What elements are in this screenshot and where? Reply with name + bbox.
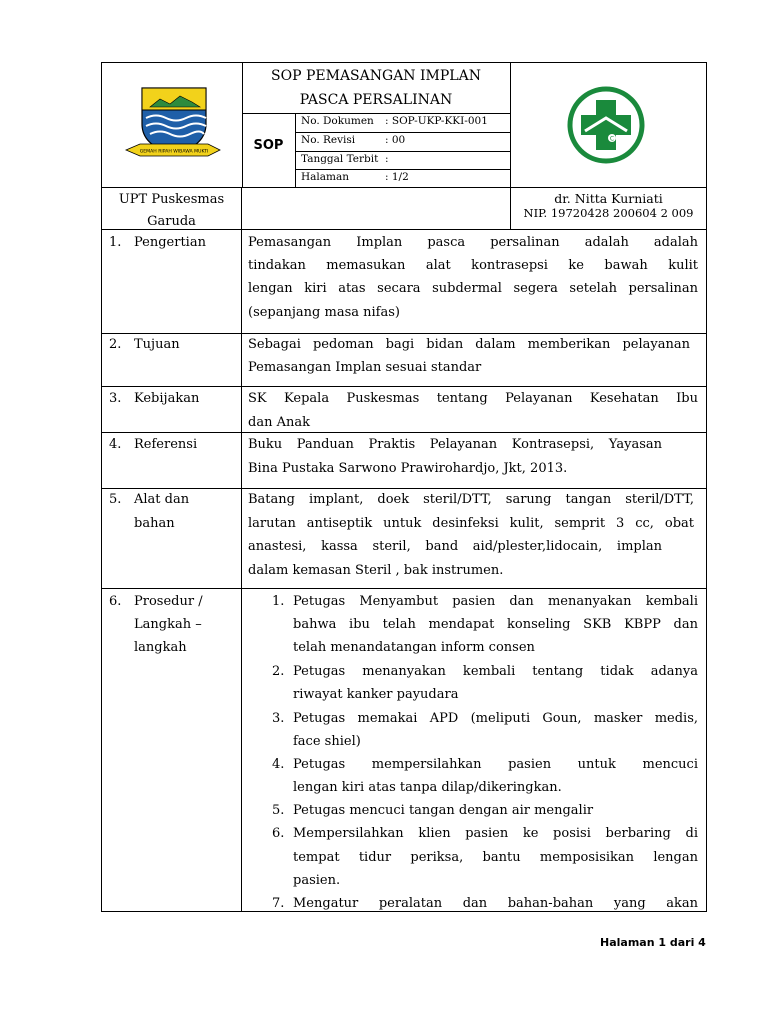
meta-value: : 00	[385, 134, 406, 146]
org-line-1: UPT Puskesmas	[118, 192, 225, 207]
section-text: dalam kemasan Steril , bak instrumen.	[248, 563, 504, 578]
section-text: Pemasangan Implan pasca persalinan adalah adalah	[248, 235, 698, 250]
section-text: lengan kiri atas secara subdermal segera setelah persalinan	[248, 281, 698, 296]
section-label: langkah	[134, 640, 187, 655]
step-text: Petugas mempersilahkan pasien untuk mencuci	[293, 757, 698, 772]
meta-label: No. Revisi	[301, 134, 356, 146]
step-number: 1.	[272, 594, 285, 609]
section-text: anastesi, kassa steril, band aid/plester,lidocain, implan	[248, 539, 662, 554]
section-text: (sepanjang masa nifas)	[248, 305, 400, 320]
step-text: lengan kiri atas tanpa dilap/dikeringkan.	[293, 780, 562, 795]
section-text: tindakan memasukan alat kontrasepsi ke bawah kulit	[248, 258, 698, 273]
step-text: Petugas mencuci tangan dengan air mengalir	[293, 803, 594, 818]
org-name	[101, 189, 242, 233]
meta-label: Tanggal Terbit	[301, 153, 379, 165]
section-number: 3.	[109, 391, 122, 406]
step-text: bahwa ibu telah mendapat konseling SKB KBPP dan	[293, 617, 698, 632]
sop-label: SOP	[253, 138, 284, 153]
section-label: Alat dan	[134, 492, 190, 507]
meta-value: : SOP-UKP-KKI-001	[385, 115, 488, 127]
step-text: Petugas Menyambut pasien dan menanyakan kembali	[293, 594, 698, 609]
step-number: 3.	[272, 711, 285, 726]
section-number: 1.	[109, 235, 122, 250]
puskesmas-logo	[567, 86, 645, 164]
signer-nip: NIP. 19720428 200604 2 009	[523, 206, 694, 220]
title-line-1: SOP PEMASANGAN IMPLAN	[271, 68, 481, 84]
regency-emblem	[120, 80, 224, 164]
step-text: Petugas menanyakan kembali tentang tidak adanya	[293, 664, 698, 679]
section-label: Pengertian	[134, 235, 206, 250]
section-label: Prosedur /	[134, 594, 203, 609]
section-text: SK Kepala Puskesmas tentang Pelayanan Kesehatan Ibu	[248, 391, 698, 406]
logo-mark: C	[609, 135, 615, 143]
step-text: tempat tidur periksa, bantu memposisikan lengan	[293, 850, 698, 865]
section-text: Pemasangan Implan sesuai standar	[248, 360, 482, 375]
section-text: Buku Panduan Praktis Pelayanan Kontrasepsi, Yayasan	[248, 437, 662, 452]
signer	[511, 191, 706, 221]
title-line-2: PASCA PERSALINAN	[299, 92, 453, 108]
meta-label: No. Dokumen	[301, 115, 374, 127]
section-number: 5.	[109, 492, 122, 507]
step-number: 5.	[272, 803, 285, 818]
section-label: Tujuan	[134, 337, 180, 352]
org-line-2: Garuda	[147, 214, 196, 229]
page-footer: Halaman 1 dari 4	[600, 936, 706, 949]
step-text: Mengatur peralatan dan bahan-bahan yang akan	[293, 896, 698, 911]
section-text: Sebagai pedoman bagi bidan dalam memberikan pelayanan	[248, 337, 690, 352]
step-text: Mempersilahkan klien pasien ke posisi berbaring di	[293, 826, 698, 841]
step-text: face shiel)	[293, 734, 361, 749]
step-text: telah menandatangan inform consen	[293, 640, 535, 655]
section-label: Langkah –	[134, 617, 202, 632]
section-label: Referensi	[134, 437, 198, 452]
section-text: Batang implant, doek steril/DTT, sarung tangan steril/DTT,	[248, 492, 694, 507]
signer-name: dr. Nitta Kurniati	[554, 191, 663, 206]
section-number: 4.	[109, 437, 122, 452]
meta-value: : 1/2	[385, 171, 409, 183]
section-label: bahan	[134, 516, 175, 531]
step-number: 2.	[272, 664, 285, 679]
section-number: 6.	[109, 594, 122, 609]
meta-label: Halaman	[301, 171, 350, 183]
section-number: 2.	[109, 337, 122, 352]
document-title	[242, 64, 510, 112]
step-number: 4.	[272, 757, 285, 772]
emblem-motto: GEMAH RIPAH WIBAWA MUKTI	[139, 149, 209, 155]
step-number: 6.	[272, 826, 285, 841]
section-text: dan Anak	[248, 415, 310, 430]
step-number: 7.	[272, 896, 285, 911]
section-label: Kebijakan	[134, 391, 200, 406]
section-text: Bina Pustaka Sarwono Prawirohardjo, Jkt, 2013.	[248, 461, 568, 476]
section-text: larutan antiseptik untuk desinfeksi kulit, semprit 3 cc, obat	[248, 516, 694, 531]
step-text: Petugas memakai APD (meliputi Goun, masker medis,	[293, 711, 698, 726]
step-text: pasien.	[293, 873, 341, 888]
meta-value: :	[385, 153, 389, 165]
step-text: riwayat kanker payudara	[293, 687, 459, 702]
